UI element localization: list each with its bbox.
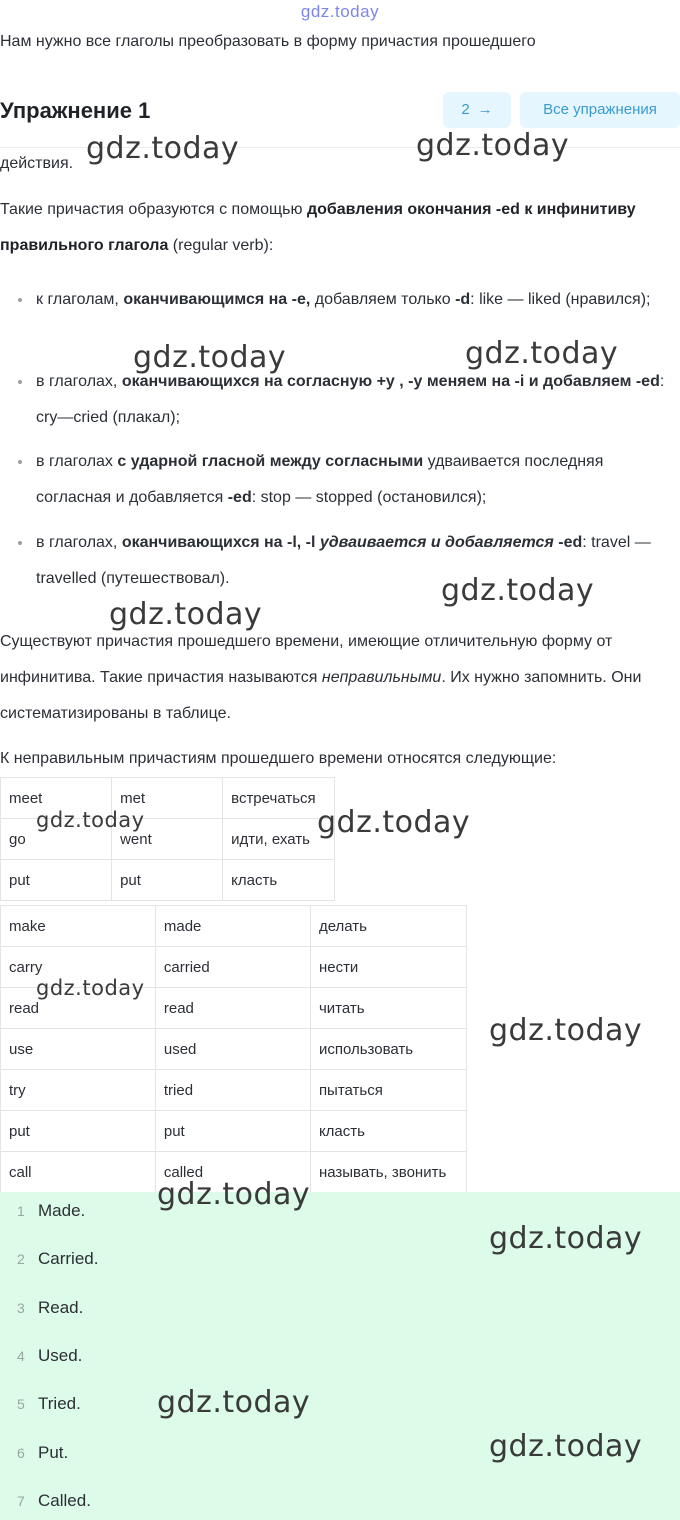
- bullet-text: в глаголах: [36, 453, 118, 470]
- paragraph-irregular: [0, 624, 680, 732]
- arrow-right-icon: →: [477, 101, 493, 118]
- site-logo[interactable]: gdz.today: [300, 2, 380, 21]
- bullet-dot: [18, 298, 22, 302]
- table-row: [1, 1152, 467, 1193]
- answer-number: 5: [17, 1396, 25, 1412]
- watermark: gdz.today: [36, 976, 145, 1000]
- table-cell: meet: [1, 778, 112, 819]
- table-row: [1, 819, 335, 860]
- next-exercise-label: 2: [461, 101, 470, 118]
- watermark: gdz.today: [489, 1429, 643, 1464]
- paragraph-list-intro: К неправильным причастиям прошедшего времени относятся следующие:: [0, 750, 557, 767]
- watermark: gdz.today: [465, 336, 619, 371]
- table-cell: класть: [223, 860, 335, 901]
- answers-block: [0, 1192, 680, 1520]
- watermark: gdz.today: [133, 340, 287, 375]
- all-exercises-button[interactable]: Все упражнения: [520, 92, 680, 128]
- watermark: gdz.today: [489, 1221, 643, 1256]
- exercise-title: Упражнение 1: [0, 98, 151, 123]
- answer-text: Used.: [38, 1346, 83, 1365]
- table-cell: read: [1, 988, 156, 1029]
- table-row: [1, 906, 467, 947]
- table-cell: call: [1, 1152, 156, 1193]
- bullet-text: добавляем только: [310, 291, 456, 308]
- table-cell: пытаться: [310, 1070, 466, 1111]
- answer-text: Made.: [38, 1201, 86, 1220]
- table-cell: used: [155, 1029, 310, 1070]
- paragraph-text: Такие причастия образуются с помощью: [0, 201, 307, 218]
- bullet-dot: [18, 380, 22, 384]
- table-cell: идти, ехать: [223, 819, 335, 860]
- watermark: gdz.today: [109, 597, 263, 632]
- table-cell: made: [155, 906, 310, 947]
- bullet-emphasis: -ed: [558, 534, 583, 551]
- table-cell: carry: [1, 947, 156, 988]
- bullet-text: : stop — stopped (остановился);: [251, 489, 487, 506]
- bullet-dot: [18, 541, 22, 545]
- bullet-text: в глаголах,: [36, 373, 122, 390]
- watermark: gdz.today: [441, 573, 595, 608]
- watermark: gdz.today: [157, 1385, 311, 1420]
- table-cell: tried: [155, 1070, 310, 1111]
- watermark: gdz.today: [36, 808, 145, 832]
- table-row: [1, 947, 467, 988]
- paragraph-text: . Их нужно запомнить. Они систематизированы в таблице.: [0, 669, 642, 722]
- bullet-text: в глаголах,: [36, 534, 122, 551]
- table-row: [1, 988, 467, 1029]
- next-exercise-button[interactable]: [443, 92, 511, 128]
- irregular-verbs-table-1: [0, 777, 335, 901]
- bullet-emphasis: оканчивающихся на согласную +y , -y меняем на -i и добавляем -ed: [121, 373, 660, 390]
- table-cell: try: [1, 1070, 156, 1111]
- rule-bullet-2: [36, 364, 680, 436]
- paragraph-text: (regular verb):: [168, 237, 274, 254]
- paragraph-formation: [0, 192, 680, 264]
- bullet-emphasis: с ударной гласной между согласными: [117, 453, 424, 470]
- paragraph-italic: неправильными: [321, 669, 442, 686]
- watermark: gdz.today: [416, 128, 570, 163]
- answer-number: 7: [17, 1493, 25, 1509]
- answer-number: 2: [17, 1251, 25, 1267]
- table-cell: put: [155, 1111, 310, 1152]
- answer-number: 1: [17, 1203, 25, 1219]
- table-row: [1, 1029, 467, 1070]
- table-cell: называть, звонить: [310, 1152, 466, 1193]
- bullet-text: удваивается последняя согласная и добавляется: [36, 453, 604, 506]
- table-cell: встречаться: [223, 778, 335, 819]
- bullet-emphasis: оканчивающихся на -l, -l: [121, 534, 320, 551]
- watermark: gdz.today: [157, 1177, 311, 1212]
- answer-text: Put.: [38, 1443, 69, 1462]
- answer-text: Carried.: [38, 1249, 99, 1268]
- table-cell: make: [1, 906, 156, 947]
- answer-number: 4: [17, 1348, 25, 1364]
- table-row: [1, 860, 335, 901]
- table-cell: нести: [310, 947, 466, 988]
- answer-number: 6: [17, 1445, 25, 1461]
- bullet-text: к глаголам,: [36, 291, 124, 308]
- intro-text: Нам нужно все глаголы преобразовать в форму причастия прошедшего: [0, 33, 536, 50]
- paragraph-text: Существуют причастия прошедшего времени, имеющие отличительную форму от инфинитива. Такие причастия называются: [0, 633, 613, 686]
- irregular-verbs-table-2: [0, 905, 467, 1193]
- bullet-emphasis: оканчивающимся на -e,: [123, 291, 311, 308]
- bullet-text: : like — liked (нравился);: [470, 291, 651, 308]
- table-cell: met: [112, 778, 223, 819]
- bullet-text: : travel —travelled (путешествовал).: [36, 534, 651, 587]
- rule-bullet-1: [36, 282, 680, 318]
- table-cell: делать: [310, 906, 466, 947]
- table-cell: put: [1, 1111, 156, 1152]
- rule-bullet-4: [36, 525, 680, 597]
- bullet-emphasis: -d: [455, 291, 471, 308]
- table-cell: use: [1, 1029, 156, 1070]
- rule-bullet-3: [36, 444, 680, 516]
- table-cell: read: [155, 988, 310, 1029]
- table-cell: put: [1, 860, 112, 901]
- watermark: gdz.today: [86, 131, 240, 166]
- answer-text: Tried.: [38, 1394, 81, 1413]
- table-cell: went: [112, 819, 223, 860]
- table-cell: класть: [310, 1111, 466, 1152]
- table-cell: использовать: [310, 1029, 466, 1070]
- table-row: [1, 1070, 467, 1111]
- bullet-emphasis: -ed: [227, 489, 252, 506]
- bullet-dot: [18, 460, 22, 464]
- table-row: [1, 778, 335, 819]
- table-cell: читать: [310, 988, 466, 1029]
- paragraph-dejstviya: действия.: [0, 155, 74, 172]
- bullet-emphasis-italic: удваивается и добавляется: [319, 534, 554, 551]
- answer-text: Read.: [38, 1298, 84, 1317]
- table-cell: go: [1, 819, 112, 860]
- watermark: gdz.today: [489, 1013, 643, 1048]
- paragraph-emphasis: добавления окончания -ed к инфинитиву правильного глагола: [0, 201, 636, 254]
- answer-text: Called.: [38, 1491, 91, 1510]
- watermark: gdz.today: [317, 805, 471, 840]
- table-cell: called: [155, 1152, 310, 1193]
- table-row: [1, 1111, 467, 1152]
- answer-number: 3: [17, 1300, 25, 1316]
- table-cell: carried: [155, 947, 310, 988]
- bullet-text: : cry—cried (плакал);: [36, 373, 665, 426]
- table-cell: put: [112, 860, 223, 901]
